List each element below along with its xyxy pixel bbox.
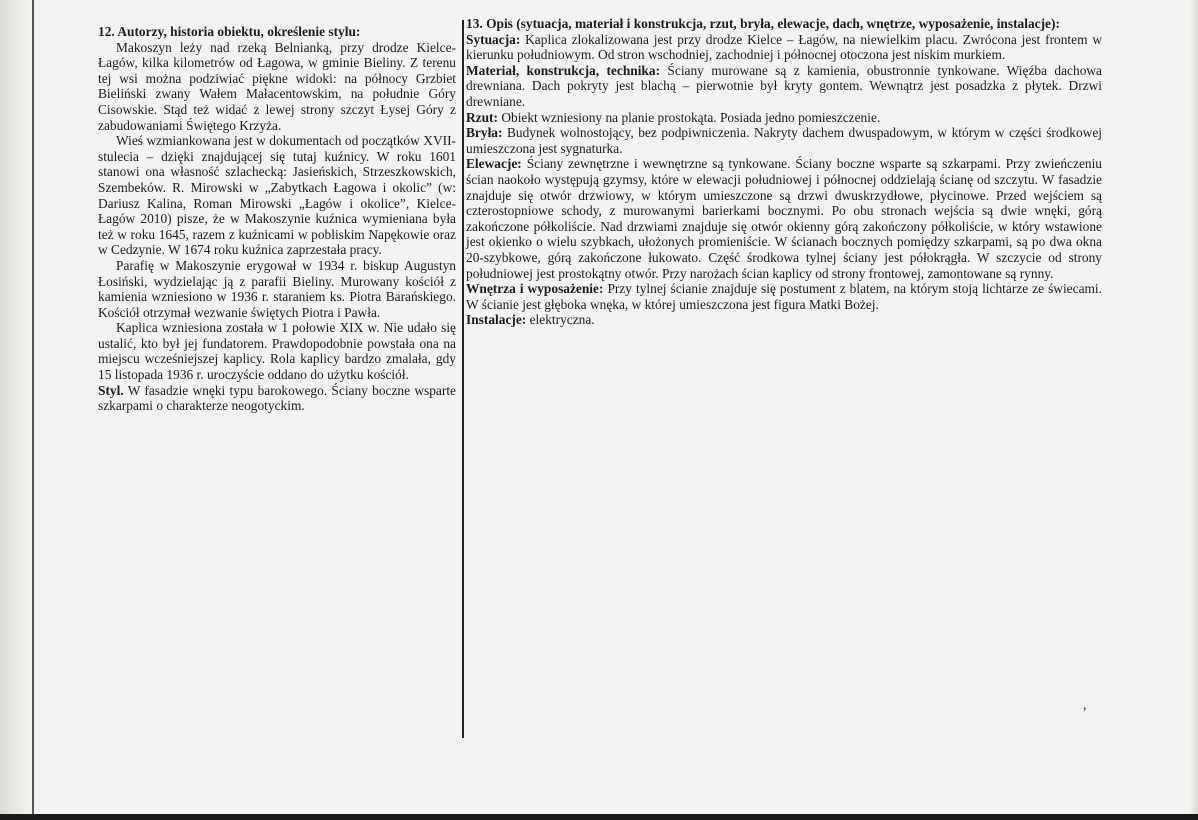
section-13-heading: 13. Opis (sytuacja, materiał i konstrukcja, rzut, bryła, elewacje, dach, wnętrze, wyposażenie, instalacje): <box>466 16 1060 31</box>
paragraph-massing <box>466 125 1102 156</box>
situation-text: Kaplica zlokalizowana jest przy drodze Kielce – Łagów, na niewielkim placu. Zwrócona jest frontem w kierunku południowym. Od stron wschodniej, zachodniej i północnej otoczona jest niskim murkiem. <box>466 31 1102 63</box>
column-divider <box>462 20 464 738</box>
interior-text: Przy tylnej ścianie znajduje się postument z blatem, na którym stoją lichtarze ze świecami. W ścianie jest głęboka wnęka, w której umieszczona jest figura Matki Bożej. <box>466 281 1102 312</box>
installations-text: elektryczna. <box>526 312 595 328</box>
plan-text: Obiekt wzniesiony na planie prostokąta. Posiada jedno pomieszczenie. <box>497 109 881 125</box>
interior-label: Wnętrza i wyposażenie: <box>466 281 604 297</box>
scan-right-edge <box>1190 0 1198 820</box>
paragraph-installations <box>466 312 1102 328</box>
paragraph-material <box>466 63 1102 110</box>
plan-label: Rzut: <box>466 109 498 125</box>
material-label: Materiał, konstrukcja, technika: <box>466 62 661 78</box>
paragraph-chapel: Kaplica wzniesiona została w 1 połowie XIX w. Nie udało się ustalić, kto był jej fundatorem. Prawdopodobnie powstała ona na miejscu wcześniejszej kaplicy. Rola kaplicy bardzo zmalała, gdy 15 listopada 1936 r. uroczyście oddano do użytku kościół. <box>98 320 456 383</box>
paragraph-elevations <box>466 156 1102 281</box>
paragraph-interior <box>466 281 1102 312</box>
elevations-text: Ściany zewnętrzne i wewnętrzne są tynkowane. Ściany boczne wsparte są szkarpami. Przy zwieńczeniu ścian naokoło występują gzymsy, które w elewacji południowej i północnej oddzielają ścianę od szczytu. W fasadzie znajduje się otwór drzwiowy, w którym umieszczone są drzwi dwuskrzydłowe, płycinowe. Przed wejściem są czterostopniowe schody, z murowanymi barierkami bocznymi. Po obu stronach wejścia są dwie wnęki, górą zakończone półkoliście. Nad drzwiami znajduje się otwór okienny górą zakończony półkoliście, w który wstawione jest okienko o wielu szybkach, ułożonych promieniście. W ścianach bocznych pomiędzy szkarpami, są po dwa okna 20-szybkowe, górą zakończone łukowato. Część środkowa tylnej ściany jest półokrągła. W szczycie od strony południowej jest prostokątny otwór. Przy narożach ścian kaplicy od strony frontowej, zamontowane są rynny. <box>466 156 1102 281</box>
massing-text: Budynek wolnostojący, bez podpiwniczenia. Nakryty dachem dwuspadowym, w którym w części środkowej umieszczona jest sygnaturka. <box>466 125 1102 156</box>
paragraph-history: Wieś wzmiankowana jest w dokumentach od początków XVII-stulecia – dzięki znajdującej się tutaj kuźnicy. W roku 1601 stanowi ona własność szlachecką: Jasieńskich, Strzeszkowskich, Szembeków. R. Mirowski w „Zabytkach Łagowa i okolic” (w: Dariusz Kalina, Roman Mirowski „Łagów i okolice”, Kielce-Łagów 2010) pisze, że w Makoszynie kuźnica wymieniana była też w roku 1645, razem z kuźnicami w pobliskim Napękowie oraz w Cedzynie. W 1674 roku kuźnica zaprzestała pracy. <box>98 133 456 258</box>
elevations-label: Elewacje: <box>466 156 522 172</box>
paragraph-situation <box>466 32 1102 63</box>
scan-bottom-edge <box>0 814 1198 820</box>
installations-label: Instalacje: <box>466 312 527 328</box>
material-text: Ściany murowane są z kamienia, obustronnie tynkowane. Więźba dachowa drewniana. Dach pokryty jest blachą – pierwotnie był kryty gontem. Wewnątrz jest posadzka z płytek. Drzwi drewniane. <box>466 62 1103 109</box>
paragraph-parish: Parafię w Makoszynie erygował w 1934 r. biskup Augustyn Łosiński, wydzielając ją z parafii Bieliny. Murowany kościół z kamienia wzniesiono w 1936 r. staraniem ks. Piotra Barańskiego. Kościół otrzymał wezwanie świętych Piotra i Pawła. <box>98 257 456 320</box>
section-12-heading: 12. Autorzy, historia obiektu, określenie stylu: <box>98 24 361 39</box>
scan-speck: , <box>1083 698 1087 713</box>
style-text: W fasadzie wnęki typu barokowego. Ściany boczne wsparte szkarpami o charakterze neogotyckim. <box>98 382 456 414</box>
style-label: Styl. <box>98 382 124 398</box>
right-column <box>466 16 1102 328</box>
scan-edge-line <box>32 0 34 820</box>
paragraph-style <box>98 383 456 414</box>
scan-left-edge <box>0 0 36 820</box>
left-column <box>98 24 456 414</box>
paragraph-location: Makoszyn leży nad rzeką Belnianką, przy drodze Kielce-Łagów, kilka kilometrów od Łagowa, w gminie Bieliny. Z terenu tej wsi można podziwiać piękne widoki: na północy Grzbiet Bieliński zwany Wałem Małacentowskim, na południe Góry Cisowskie. Stąd też widać z lewej strony szczyt Łysej Góry z zabudowaniami Świętego Krzyża. <box>98 39 456 133</box>
situation-label: Sytuacja: <box>466 31 521 47</box>
paragraph-plan <box>466 110 1102 126</box>
massing-label: Bryła: <box>466 125 503 141</box>
